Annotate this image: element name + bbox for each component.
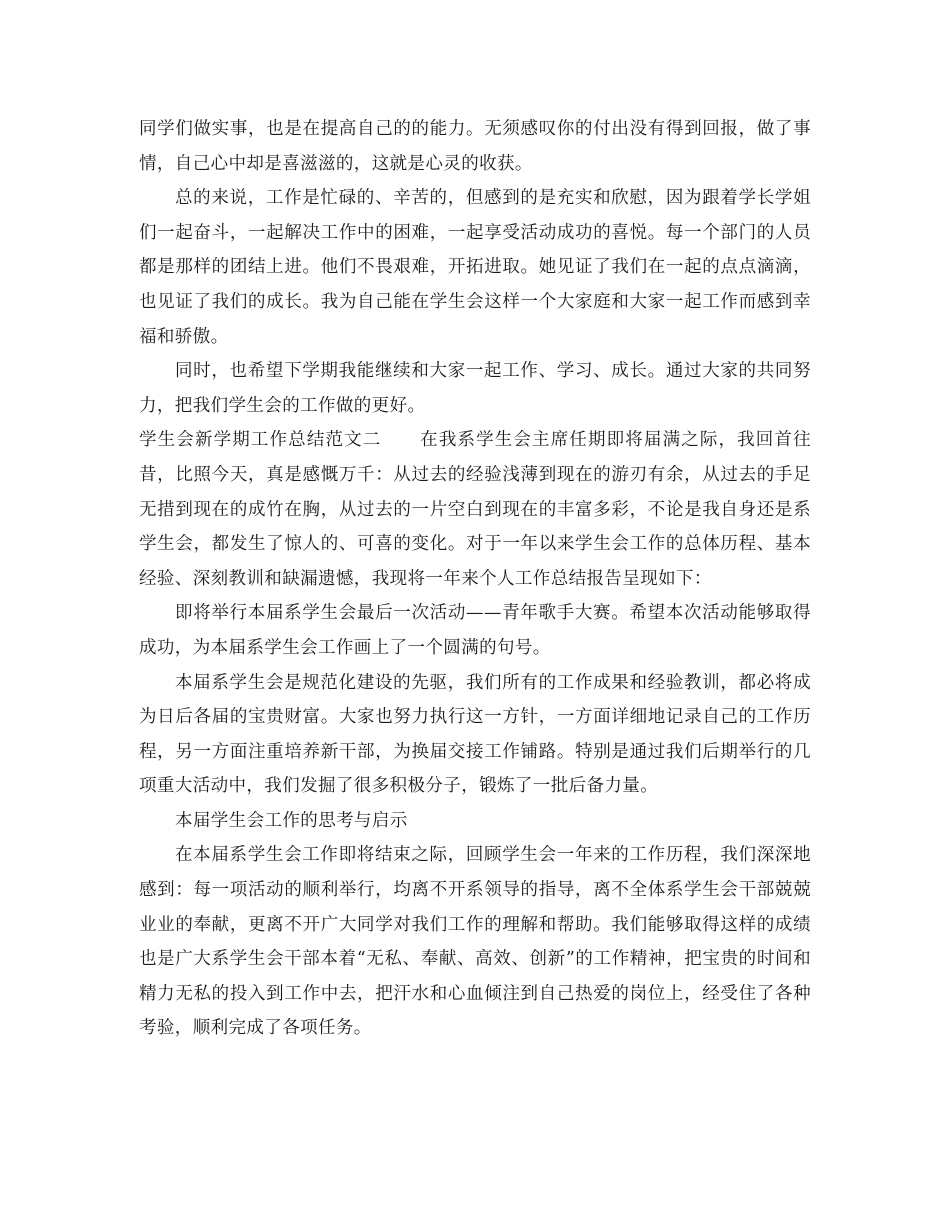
paragraph-2: 总的来说，工作是忙碌的、辛苦的，但感到的是充实和欣慰，因为跟着学长学姐们一起奋斗，一起解决工作中的困难，一起享受活动成功的喜悦。每一个部门的人员都是那样的团结上进。他们不畏艰难，开拓进取。她见证了我们在一起的点点滴滴，也见证了我们的成长。我为自己能在学生会这样一个大家庭和大家一起工作而感到幸福和骄傲。 [139,188,811,347]
document-body [139,112,811,1046]
paragraph-4 [139,423,811,596]
paragraph-3: 同时，也希望下学期我能继续和大家一起工作、学习、成长。通过大家的共同努力，把我们学生会的工作做的更好。 [139,361,811,416]
paragraph-6: 本届系学生会是规范化建设的先驱，我们所有的工作成果和经验教训，都必将成为日后各届的宝贵财富。大家也努力执行这一方针，一方面详细地记录自己的工作历程，另一方面注重培养新干部，为换届交接工作铺路。特别是通过我们后期举行的几项重大活动中，我们发掘了很多积极分子，锻炼了一批后备力量。 [139,672,811,797]
subheading-reflection: 本届学生会工作的思考与启示 [175,810,408,831]
section-heading: 学生会新学期工作总结范文二 [139,430,382,451]
paragraph-8: 在本届系学生会工作即将结束之际，回顾学生会一年来的工作历程，我们深深地感到：每一项活动的顺利举行，均离不开系领导的指导，离不全体系学生会干部兢兢业业的奉献，更离不开广大同学对我们工作的理解和帮助。我们能够取得这样的成绩也是广大系学生会干部本着“无私、奉献、高效、创新”的工作精神，把宝贵的时间和精力无私的投入到工作中去，把汗水和心血倾注到自己热爱的岗位上，经受住了各种考验，顺利完成了各项任务。 [139,845,811,1039]
paragraph-1: 同学们做实事，也是在提高自己的的能力。无须感叹你的付出没有得到回报，做了事情，自己心中却是喜滋滋的，这就是心灵的收获。 [139,119,811,174]
paragraph-5: 即将举行本届系学生会最后一次活动——青年歌手大赛。希望本次活动能够取得成功，为本届系学生会工作画上了一个圆满的句号。 [139,603,811,658]
section-intro-text: 在我系学生会主席任期即将届满之际，我回首往昔，比照今天，真是感慨万千：从过去的经验浅薄到现在的游刃有余，从过去的手足无措到现在的成竹在胸，从过去的一片空白到现在的丰富多彩，不论是我自身还是系学生会，都发生了惊人的、可喜的变化。对于一年以来学生会工作的总体历程、基本经验、深刻教训和缺漏遗憾，我现将一年来个人工作总结报告呈现如下： [139,430,812,589]
